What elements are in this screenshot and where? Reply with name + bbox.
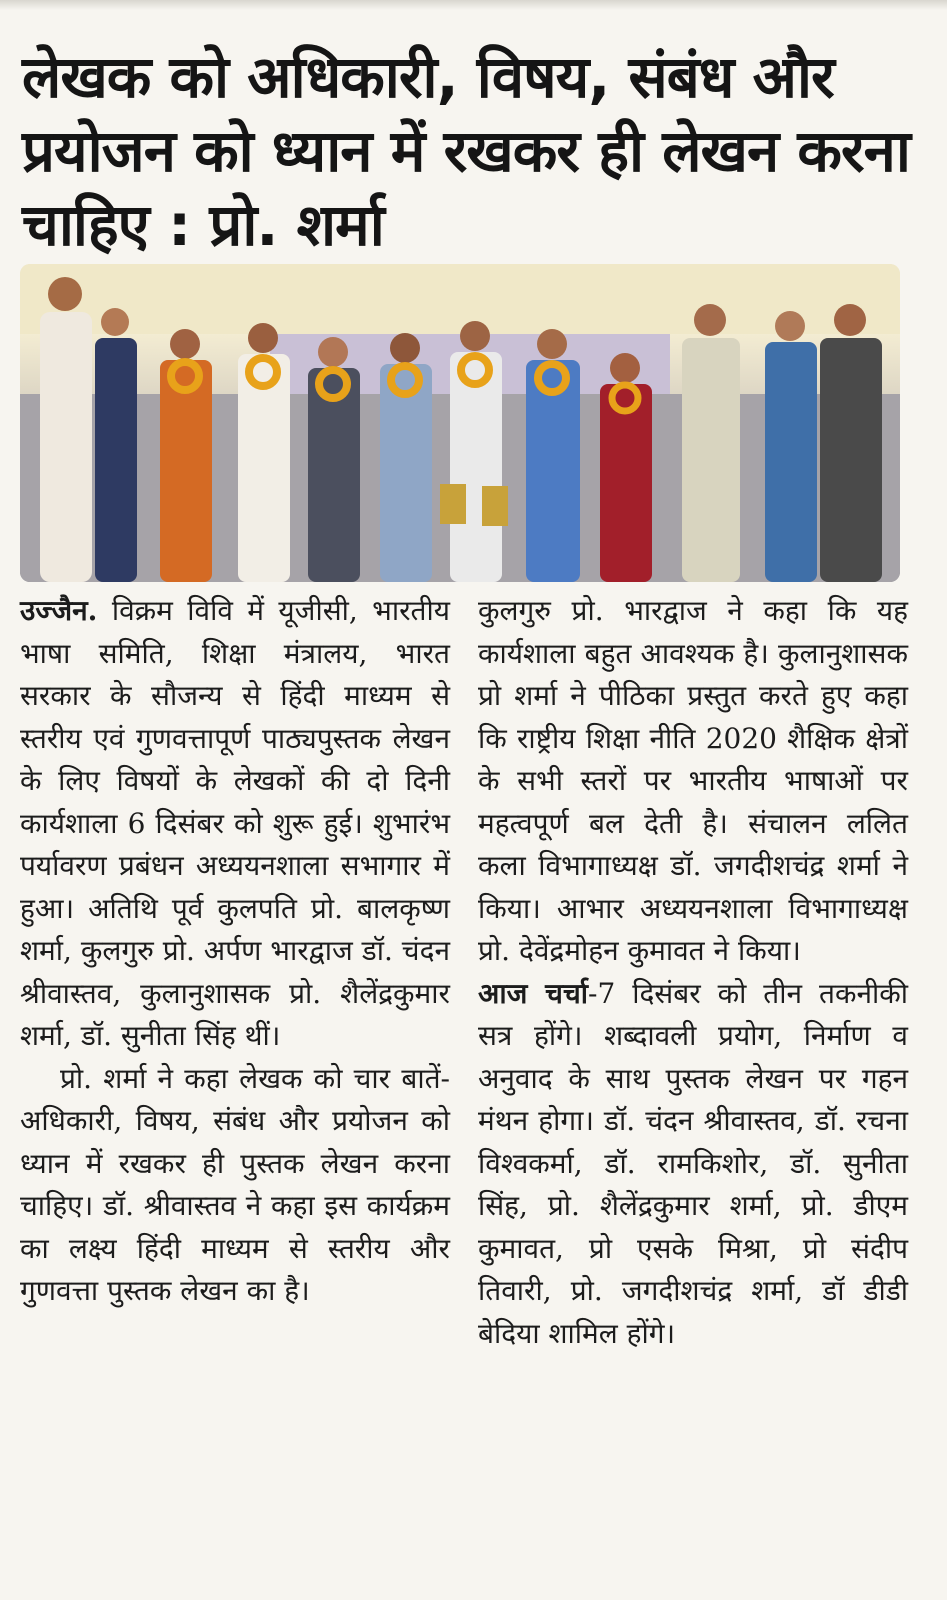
article-column-left <box>20 590 450 1313</box>
paragraph: कुलगुरु प्रो. भारद्वाज ने कहा कि यह कार्यशाला बहुत आवश्यक है। कुलानुशासक प्रो शर्मा ने पीठिका प्रस्तुत करते हुए कहा कि राष्ट्रीय शिक्षा नीति 2020 शैक्षिक क्षेत्रों के सभी स्तरों पर भारतीय भाषाओं पर महत्वपूर्ण बल देती है। संचालन ललित कला विभागाध्यक्ष डॉ. जगदीशचंद्र शर्मा ने किया। आभार अध्ययनशाला विभागाध्यक्ष प्रो. देवेंद्रमोहन कुमावत ने किया। <box>478 594 908 967</box>
person <box>238 323 290 582</box>
person <box>380 333 432 582</box>
person <box>40 277 92 582</box>
person <box>308 337 360 582</box>
dateline: उज्जैन. <box>20 594 98 627</box>
person <box>600 353 652 582</box>
paragraph: प्रो. शर्मा ने कहा लेखक को चार बातें-अधिकारी, विषय, संबंध और प्रयोजन को ध्यान में रखकर ही पुस्तक लेखन करना चाहिए। डॉ. श्रीवास्तव ने कहा इस कार्यक्रम का लक्ष्य हिंदी माध्यम से स्तरीय और गुणवत्ता पुस्तक लेखन का है। <box>20 1061 450 1307</box>
person <box>450 321 502 582</box>
paragraph <box>20 590 450 1058</box>
person <box>160 329 212 582</box>
headline: लेखक को अधिकारी, विषय, संबंध और प्रयोजन को ध्यान में रखकर ही लेखन करना चाहिए : प्रो. शर्मा <box>22 43 910 259</box>
paragraph <box>478 973 908 1356</box>
paragraph-text: -7 दिसंबर को तीन तकनीकी सत्र होंगे। शब्दावली प्रयोग, निर्माण व अनुवाद के साथ पुस्तक लेखन पर गहन मंथन होगा। डॉ. चंदन श्रीवास्तव, डॉ. रचना विश्वकर्मा, डॉ. रामकिशोर, डॉ. सुनीता सिंह, प्रो. शैलेंद्रकुमार शर्मा, प्रो. डीएम कुमावत, प्रो एसके मिश्रा, प्रो संदीप तिवारी, प्रो. जगदीशचंद्र शर्मा, डॉ डीडी बेदिया शामिल होंगे। <box>478 976 908 1350</box>
person <box>765 311 817 582</box>
previous-article-strip <box>0 0 947 10</box>
paragraph-text: विक्रम विवि में यूजीसी, भारतीय भाषा समिति, शिक्षा मंत्रालय, भारत सरकार के सौजन्य से हिंदी माध्यम से स्तरीय एवं गुणवत्तापूर्ण पाठ्यपुस्तक लेखन के लिए विषयों के लेखकों की दो दिनी कार्यशाला 6 दिसंबर को शुरू हुई। शुभारंभ पर्यावरण प्रबंधन अध्ययनशाला सभागार में हुआ। अतिथि पूर्व कुलपति प्रो. बालकृष्ण शर्मा, कुलगुरु प्रो. अर्पण भारद्वाज डॉ. चंदन श्रीवास्तव, कुलानुशासक प्रो. शैलेंद्रकुमार शर्मा, डॉ. सुनीता सिंह थीं। <box>20 594 450 1052</box>
person <box>526 329 580 582</box>
person <box>820 304 882 582</box>
group-photo-icon <box>20 264 900 582</box>
article-column-right <box>478 590 908 1355</box>
hall-wall <box>20 264 900 334</box>
group-photo <box>20 264 900 582</box>
subhead: आज चर्चा <box>478 976 588 1010</box>
person <box>95 308 137 582</box>
person <box>682 304 740 582</box>
